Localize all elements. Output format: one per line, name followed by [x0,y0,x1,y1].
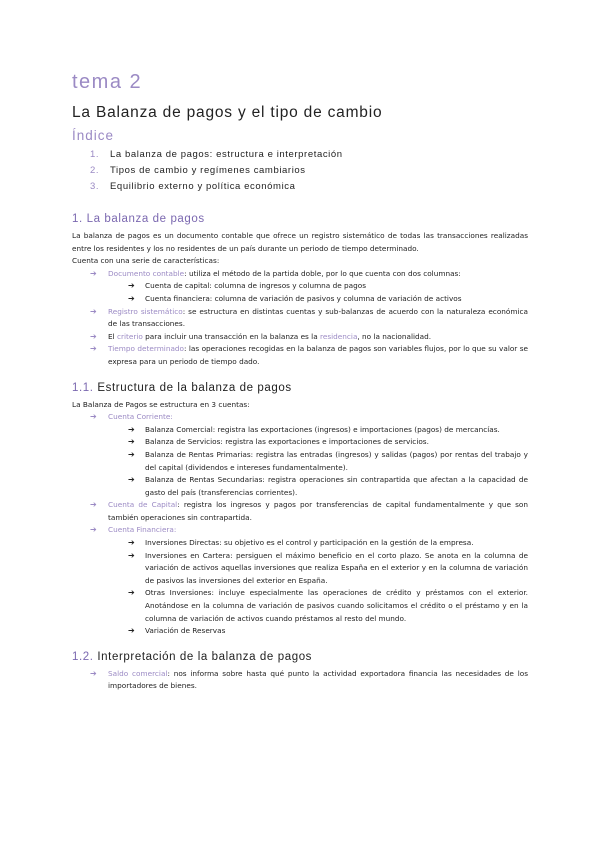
column-item: ➔ Cuenta financiera: columna de variación de pasivos y columna de variación de activos [72,293,528,306]
document-title: La Balanza de pagos y el tipo de cambio [72,104,383,121]
corriente-item: ➔ Balanza de Rentas Primarias: registra las entradas (ingresos) y salidas (pagos) por rentas del trabajo y del capital (dividendos e intereses fundamentalmente). [128,449,528,472]
arrow-icon: ➔ [90,306,97,316]
document-page [72,70,528,693]
arrow-icon: ➔ [128,550,135,560]
arrow-icon: ➔ [128,588,135,598]
index-heading: Índice [72,128,115,143]
column-item: ➔ Cuenta de capital: columna de ingresos y columna de pagos [72,280,528,293]
arrow-icon: ➔ [128,449,135,459]
topic-heading: tema 2 [72,71,143,93]
feature-tiempo: ➔ Tiempo determinado: las operaciones recogidas en la balanza de pagos son variables flujos, por lo que su valor se expresa para un periodo de tiempo dado. [90,344,528,366]
toc-item: 3. Equilibrio externo y política económica [90,181,296,192]
financiera-item: ➔ Otras Inversiones: incluye especialmente las operaciones de crédito y préstamos con el exterior. Anotándose en la columna de variación de pasivos cuando solicitamos el crédito o el préstamo y en la columna de variación de activos cuando préstamos al resto del mundo. [128,588,528,623]
arrow-icon: ➔ [90,268,97,278]
toc-item: 2. Tipos de cambio y regímenes cambiarios [90,165,306,176]
cuenta-financiera: ➔ Cuenta Financiera: [72,524,528,537]
arrow-icon: ➔ [128,475,135,485]
arrow-icon: ➔ [128,437,135,447]
feature-contable: ➔ Documento contable: utiliza el método de la partida doble, por lo que cuenta con dos columnas: [72,268,528,281]
cuenta-corriente: ➔ Cuenta Corriente: [72,411,528,424]
table-of-contents [72,147,528,195]
arrow-icon: ➔ [90,500,97,510]
corriente-item: ➔ Balanza de Servicios: registra las exportaciones e importaciones de servicios. [72,436,528,449]
arrow-icon: ➔ [128,293,135,303]
arrow-icon: ➔ [90,668,97,678]
arrow-icon: ➔ [128,538,135,548]
arrow-icon: ➔ [90,331,97,341]
arrow-icon: ➔ [128,281,135,291]
corriente-item: ➔ Balanza de Rentas Secundarias: registra operaciones sin contrapartida que afectan a la capacidad de gasto del país (transferencias corrientes). [128,475,528,497]
saldo-comercial: ➔ Saldo comercial: nos informa sobre hasta qué punto la actividad exportadora financia las necesidades de los importadores de bienes. [90,668,528,691]
section-1-heading: 1. La balanza de pagos [72,213,205,225]
section-1-intro-2: Cuenta con una serie de características: [72,256,220,266]
financiera-item: ➔ Variación de Reservas [72,625,528,638]
financiera-item: ➔ Inversiones en Cartera: persiguen el máximo beneficio en el corto plazo. Se anota en la columna de variación de activos aquellas inversiones que realiza España en el exterior y en la columna de variación de pasivos las inversiones del exterior en España. [128,550,528,585]
arrow-icon: ➔ [90,412,97,422]
arrow-icon: ➔ [128,626,135,636]
feature-sistematico: ➔ Registro sistemático: se estructura en distintas cuentas y sub-balanzas de acuerdo con la naturaleza económica de las transacciones. [90,306,528,329]
financiera-item: ➔ Inversiones Directas: su objetivo es el control y participación en la gestión de la empresa. [72,537,528,550]
section-1-1-heading: 1.1. Estructura de la balanza de pagos [72,381,292,394]
cuenta-capital: ➔ Cuenta de Capital: registra los ingresos y pagos por transferencias de capital fundamentalmente y que son también operaciones sin contrapartida. [90,500,528,522]
arrow-icon: ➔ [128,424,135,434]
arrow-icon: ➔ [90,525,97,535]
section-1-intro: La balanza de pagos es un documento contable que ofrece un registro sistemático de todas las transacciones realizadas entre los residentes y los no residentes de un país durante un periodo de tiempo determinado. [72,231,528,253]
section-1-1-intro: La Balanza de Pagos se estructura en 3 cuentas: [72,399,250,409]
toc-item: 1. La balanza de pagos: estructura e interpretación [90,149,343,160]
corriente-item: ➔ Balanza Comercial: registra las exportaciones (ingresos) e importaciones (pagos) de mercancías. [72,424,528,437]
section-1-2-heading: 1.2. Interpretación de la balanza de pagos [72,650,313,663]
feature-criterio: ➔ El criterio para incluir una transacción en la balanza es la residencia, no la nacionalidad. [72,331,528,344]
arrow-icon: ➔ [90,344,97,354]
